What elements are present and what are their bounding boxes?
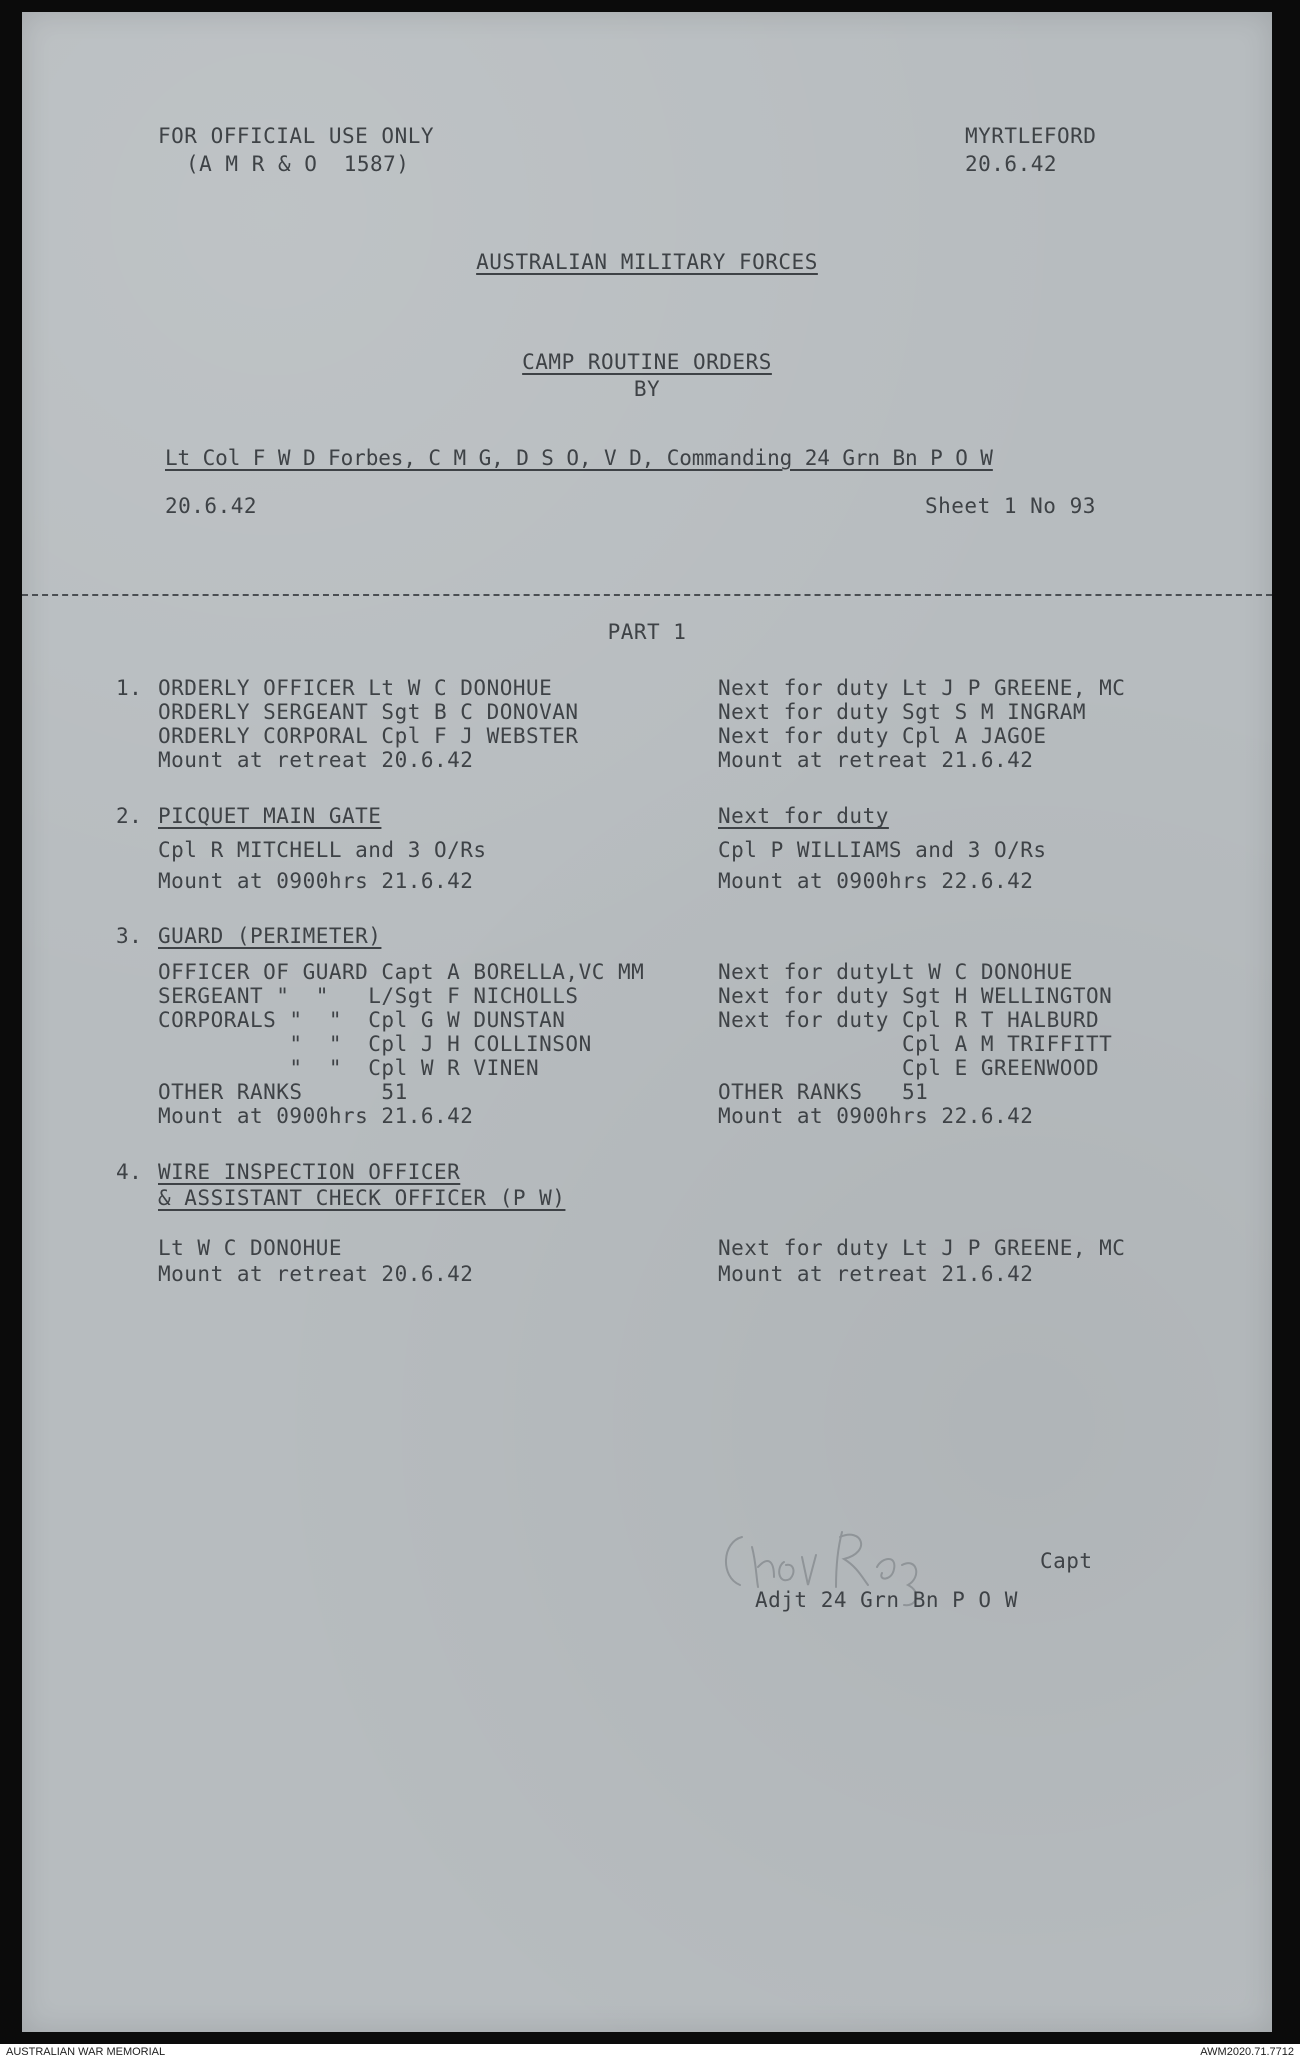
- archive-footer: [0, 2044, 1300, 2061]
- item-line: Cpl R MITCHELL and 3 O/Rs: [158, 838, 487, 862]
- orders-title: CAMP ROUTINE ORDERS: [522, 350, 772, 374]
- form-reference: (A M R & O 1587): [186, 152, 410, 176]
- next-duty-line: Cpl E GREENWOOD: [718, 1056, 1100, 1080]
- next-duty-line: Next for dutyLt W C DONOHUE: [718, 960, 1073, 984]
- item-line: OFFICER OF GUARD Capt A BORELLA,VC MM: [158, 960, 645, 984]
- orders-by-label: BY: [633, 377, 661, 401]
- item-line: " " Cpl J H COLLINSON: [158, 1032, 592, 1056]
- classification-label: FOR OFFICIAL USE ONLY: [158, 124, 435, 148]
- item-line: Mount at retreat 20.6.42: [158, 748, 474, 772]
- section-divider: [22, 594, 1272, 596]
- next-duty-line: Mount at retreat 21.6.42: [718, 1262, 1034, 1286]
- item-line: SERGEANT " " L/Sgt F NICHOLLS: [158, 984, 579, 1008]
- next-duty-line: Next for duty Cpl R T HALBURD: [718, 1008, 1100, 1032]
- sheet-number: Sheet 1 No 93: [925, 494, 1096, 518]
- item-heading: PICQUET MAIN GATE: [158, 804, 382, 828]
- next-duty-line: Next for duty Lt J P GREENE, MC: [718, 1236, 1126, 1260]
- item-line: ORDERLY OFFICER Lt W C DONOHUE: [158, 676, 553, 700]
- item-heading: GUARD (PERIMETER): [158, 924, 382, 948]
- orders-date: 20.6.42: [165, 494, 258, 518]
- next-duty-line: Cpl A M TRIFFITT: [718, 1032, 1113, 1056]
- item-number: 4.: [116, 1160, 143, 1184]
- archive-reference: AWM2020.71.7712: [1200, 2046, 1294, 2058]
- item-line: Mount at 0900hrs 21.6.42: [158, 869, 474, 893]
- item-line: Mount at retreat 20.6.42: [158, 1262, 474, 1286]
- document-heading: AUSTRALIAN MILITARY FORCES: [476, 250, 818, 274]
- item-heading: WIRE INSPECTION OFFICER: [158, 1160, 461, 1184]
- signatory-title: Adjt 24 Grn Bn P O W: [755, 1588, 1018, 1612]
- commanding-officer-line: Lt Col F W D Forbes, C M G, D S O, V D, Commanding 24 Grn Bn P O W: [165, 446, 993, 470]
- next-duty-line: Next for duty Lt J P GREENE, MC: [718, 676, 1126, 700]
- next-duty-line: Cpl P WILLIAMS and 3 O/Rs: [718, 838, 1047, 862]
- next-duty-line: Mount at 0900hrs 22.6.42: [718, 869, 1034, 893]
- item-line: OTHER RANKS 51: [158, 1080, 408, 1104]
- item-line: ORDERLY SERGEANT Sgt B C DONOVAN: [158, 700, 579, 724]
- item-line: ORDERLY CORPORAL Cpl F J WEBSTER: [158, 724, 579, 748]
- item-number: 1.: [116, 676, 143, 700]
- next-duty-line: OTHER RANKS 51: [718, 1080, 929, 1104]
- archive-name: AUSTRALIAN WAR MEMORIAL: [6, 2046, 166, 2058]
- item-number: 2.: [116, 804, 143, 828]
- part-heading: PART 1: [607, 620, 687, 644]
- next-duty-line: Mount at 0900hrs 22.6.42: [718, 1104, 1034, 1128]
- item-number: 3.: [116, 924, 143, 948]
- next-duty-line: Next for duty Sgt S M INGRAM: [718, 700, 1087, 724]
- next-duty-line: Mount at retreat 21.6.42: [718, 748, 1034, 772]
- item-heading: & ASSISTANT CHECK OFFICER (P W): [158, 1186, 566, 1210]
- item-line: Lt W C DONOHUE: [158, 1236, 343, 1260]
- location-label: MYRTLEFORD: [965, 124, 1097, 148]
- header-date: 20.6.42: [965, 152, 1058, 176]
- item-line: " " Cpl W R VINEN: [158, 1056, 540, 1080]
- item-line: Mount at 0900hrs 21.6.42: [158, 1104, 474, 1128]
- item-line: CORPORALS " " Cpl G W DUNSTAN: [158, 1008, 566, 1032]
- document-page: [22, 12, 1272, 2032]
- next-duty-line: Next for duty Sgt H WELLINGTON: [718, 984, 1113, 1008]
- next-duty-line: Next for duty Cpl A JAGOE: [718, 724, 1047, 748]
- signatory-rank: Capt: [1040, 1549, 1093, 1573]
- next-duty-heading: Next for duty: [718, 804, 889, 828]
